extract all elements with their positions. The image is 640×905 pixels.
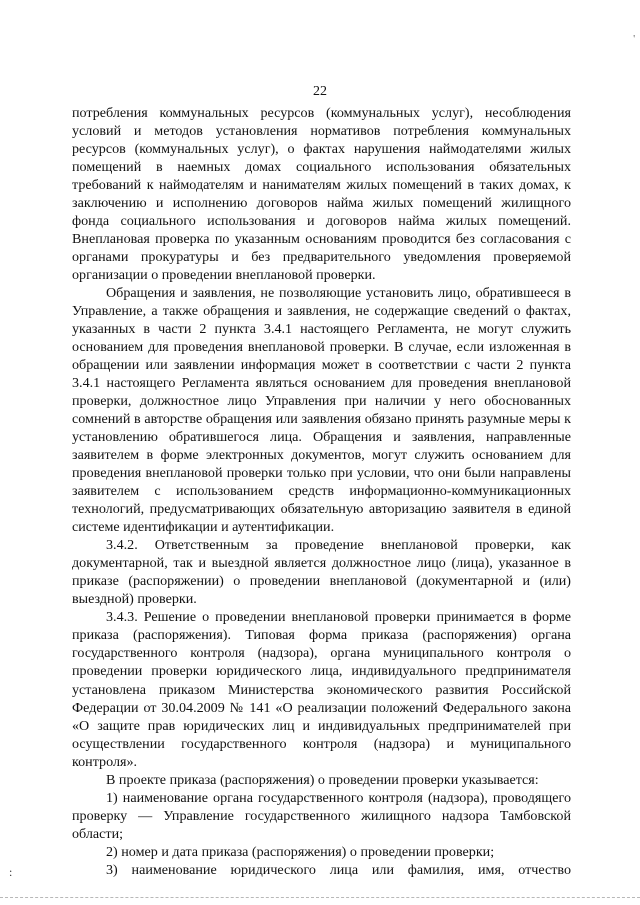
paragraph-order-contents: В проекте приказа (распоряжения) о проведении проверки указывается: xyxy=(106,771,539,788)
list-item-2: 2) номер и дата приказа (распоряжения) о проведении проверки; xyxy=(106,843,495,860)
list-item-3: 3) наименование юридического лица или фамилия, имя, отчество xyxy=(106,861,571,878)
paragraph-appeals: Обращения и заявления, не позволяющие установить лицо, обратившееся в Управление, а также обращения и заявления, не содержащие сведений о фактах, указанных в части 2 пункта 3.4.1 настоящего Регламента, не могут служить основанием для проведения внеплановой проверки. В случае, если изложенная в обращении или заявлении информация может в соответствии с части 2 пункта 3.4.1 настоящего Регламента являться основанием для проведения внеплановой проверки, должностное лицо Управления при наличии у него обоснованных сомнений в авторстве обращения или заявления обязано принять разумные меры к установлению обратившегося лица. Обращения и заявления, направленные заявителем в форме электронных документов, могут служить основанием для проведения внеплановой проверки только при условии, что они были направлены заявителем с использованием средств информационно-коммуникационных технологий, предусматривающих обязательную авторизацию заявителя в единой системе идентификации и аутентификации. xyxy=(72,285,571,536)
margin-mark: : xyxy=(9,865,13,879)
bottom-edge-rule xyxy=(0,897,640,898)
paragraph-3-4-3: 3.4.3. Решение о проведении внеплановой проверки принимается в форме приказа (распоряжения). Типовая форма приказа (распоряжения) органа государственного контроля (надзора), органа муниципального контроля о проведении проверки юридического лица, индивидуального предпринимателя установлена приказом Министерства экономического развития Российской Федерации от 30.04.2009 № 141 «О реализации положений Федерального закона «О защите прав юридических лиц и индивидуальных предпринимателей при осуществлении государственного контроля (надзора) и муниципального контроля». xyxy=(72,609,571,770)
paragraph-3-4-2: 3.4.2. Ответственным за проведение внеплановой проверки, как документарной, так и выездной является должностное лицо (лица), указанное в приказе (распоряжении) о проведении внеплановой (документарной и (или) выездной) проверки. xyxy=(72,537,571,608)
scan-artifact-mark: ' xyxy=(633,34,635,45)
list-item-1: 1) наименование органа государственного контроля (надзора), проводящего проверку — Управление государственного жилищного надзора Тамбовской области; xyxy=(72,789,571,842)
document-body xyxy=(72,104,571,879)
page-number: 22 xyxy=(313,84,327,99)
paragraph-continuation: потребления коммунальных ресурсов (коммунальных услуг), несоблюдения условий и методов установления нормативов потребления коммунальных ресурсов (коммунальных услуг), о фактах нарушения наймодателями жилых помещений в наемных домах социального использования обязательных требований к наймодателям и нанимателям жилых помещений в таких домах, к заключению и исполнению договоров найма жилых помещений жилищного фонда социального использования и договоров найма жилых помещений. Внеплановая проверка по указанным основаниям проводится без согласования с органами прокуратуры и без предварительного уведомления проверяемой организации о проведении внеплановой проверки. xyxy=(72,105,571,284)
